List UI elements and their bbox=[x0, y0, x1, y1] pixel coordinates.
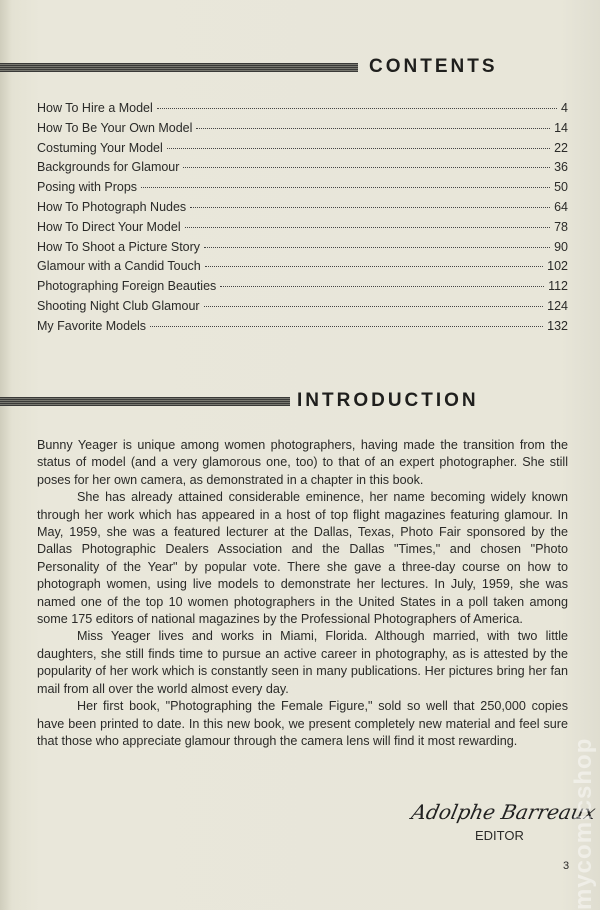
page-number: 3 bbox=[563, 860, 570, 872]
toc-title: How To Shoot a Picture Story bbox=[37, 239, 201, 254]
toc-entry bbox=[37, 299, 568, 319]
toc-title: Photographing Foreign Beauties bbox=[37, 279, 217, 294]
introduction-rule bbox=[0, 397, 290, 406]
toc-title: Backgrounds for Glamour bbox=[37, 160, 180, 175]
signer-title: EDITOR bbox=[475, 828, 524, 843]
toc-page: 22 bbox=[554, 140, 568, 155]
dot-leader bbox=[167, 148, 550, 149]
toc-title: How To Be Your Own Model bbox=[37, 120, 193, 135]
toc-title: My Favorite Models bbox=[37, 318, 147, 333]
dot-leader bbox=[157, 108, 557, 109]
paragraph: Bunny Yeager is unique among women photographers, having made the transition from the status of model (and a very glamorous one, too) to that of an expert photographer. She still poses for her own camera, as demonstrated in a chapter in this book. bbox=[37, 438, 568, 487]
dot-leader bbox=[205, 266, 543, 267]
toc-title: Glamour with a Candid Touch bbox=[37, 259, 201, 274]
toc-page: 64 bbox=[554, 199, 568, 214]
toc-page: 90 bbox=[554, 239, 568, 254]
dot-leader bbox=[150, 326, 543, 327]
toc-page: 50 bbox=[554, 180, 568, 195]
toc-title: How To Hire a Model bbox=[37, 101, 153, 115]
toc-entry bbox=[37, 259, 568, 279]
toc-page: 14 bbox=[554, 120, 568, 135]
toc-page: 4 bbox=[561, 101, 568, 115]
watermark: mycomicshop bbox=[570, 737, 597, 910]
introduction-heading: INTRODUCTION bbox=[297, 390, 479, 411]
toc-title: Shooting Night Club Glamour bbox=[37, 298, 200, 313]
toc-page: 36 bbox=[554, 160, 568, 175]
toc-page: 112 bbox=[548, 279, 568, 294]
dot-leader bbox=[183, 167, 550, 168]
toc-entry bbox=[37, 240, 568, 260]
toc-title: How To Direct Your Model bbox=[37, 219, 181, 234]
dot-leader bbox=[204, 306, 544, 307]
dot-leader bbox=[190, 207, 550, 208]
toc-page: 132 bbox=[547, 318, 568, 333]
dot-leader bbox=[196, 128, 550, 129]
toc-title: How To Photograph Nudes bbox=[37, 199, 187, 214]
introduction-text bbox=[37, 437, 568, 750]
dot-leader bbox=[204, 247, 550, 248]
paragraph: Miss Yeager lives and works in Miami, Florida. Although married, with two little daughters, she still finds time to pursue an active career in photography, as is attested by the popularity of her work which is constantly seen in many publications. Her pictures bring her fan mail from all over the world almost every day. bbox=[37, 629, 568, 696]
toc-title: Posing with Props bbox=[37, 180, 138, 195]
table-of-contents bbox=[37, 101, 568, 339]
toc-title: Costuming Your Model bbox=[37, 140, 163, 155]
paragraph: She has already attained considerable eminence, her name becoming widely known through her work which has appeared in a host of top flight magazines featuring glamour. In May, 1959, she was a featured lecturer at the Dallas, Texas, Photo Fair sponsored by the Dallas Photographic Dealers Association and the Dallas "Times," and chosen "Photo Personality of the Year" by popular vote. There she gave a three-day course on how to photograph women, using live models to demonstrate her lectures. In July, 1959, she was named one of the top 10 women photographers in the United States in a poll taken among some 175 editors of national magazines by the Professional Photographers of America. bbox=[37, 490, 568, 627]
dot-leader bbox=[141, 187, 550, 188]
toc-entry bbox=[37, 141, 568, 161]
toc-page: 124 bbox=[547, 298, 568, 313]
toc-entry bbox=[37, 160, 568, 180]
dot-leader bbox=[185, 227, 551, 228]
toc-entry bbox=[37, 279, 568, 299]
paragraph: Her first book, "Photographing the Female Figure," sold so well that 250,000 copies have been printed to date. In this new book, we present completely new material and feel sure that those who appreciate glamour through the camera lens will find it most rewarding. bbox=[37, 699, 568, 748]
toc-entry bbox=[37, 101, 568, 121]
toc-entry bbox=[37, 220, 568, 240]
contents-rule bbox=[0, 63, 358, 72]
toc-entry bbox=[37, 319, 568, 339]
contents-heading: CONTENTS bbox=[369, 56, 498, 77]
toc-entry bbox=[37, 180, 568, 200]
toc-page: 102 bbox=[547, 259, 568, 274]
toc-entry bbox=[37, 121, 568, 141]
editor-signature: Adolphe Barreaux bbox=[409, 800, 598, 824]
dot-leader bbox=[220, 286, 544, 287]
toc-page: 78 bbox=[554, 219, 568, 234]
toc-entry bbox=[37, 200, 568, 220]
